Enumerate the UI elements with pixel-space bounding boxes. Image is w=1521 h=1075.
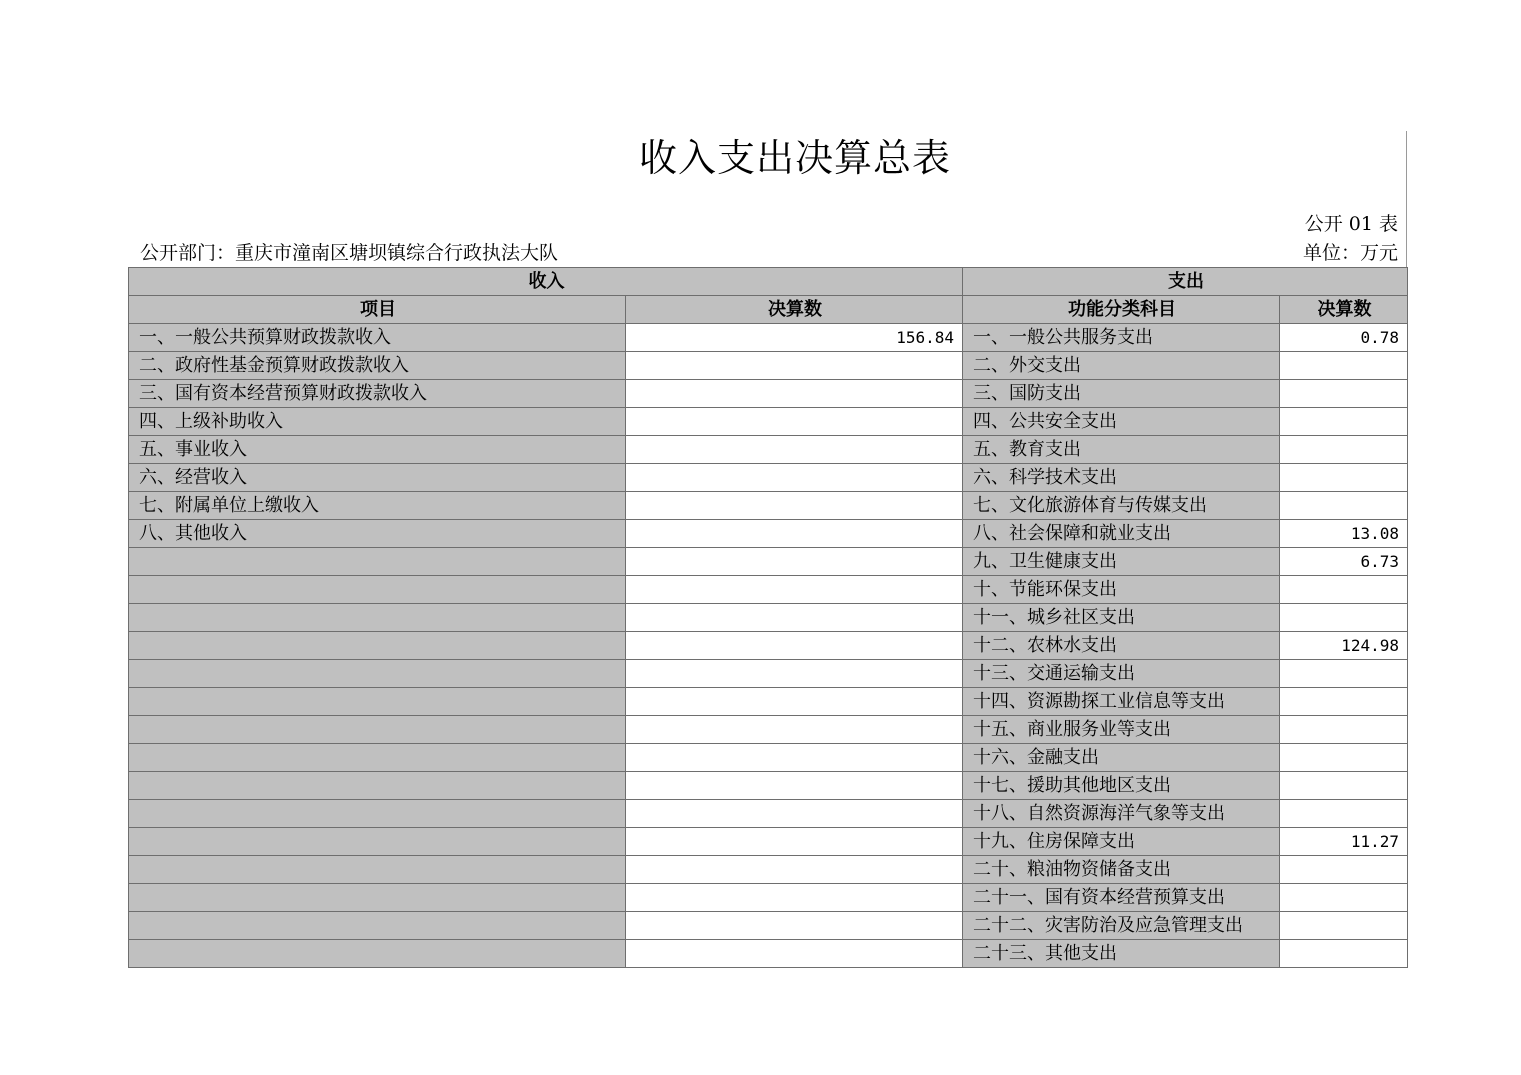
income-amount-cell xyxy=(626,520,963,548)
form-number: 公开 01 表 xyxy=(1304,213,1398,235)
expense-item-cell: 六、科学技术支出 xyxy=(963,464,1280,492)
table-row xyxy=(129,324,1408,352)
expense-amount-cell: 124.98 xyxy=(1280,632,1408,660)
table-header-row-1 xyxy=(129,268,1408,296)
income-expense-table xyxy=(128,267,1408,968)
expense-item-cell: 二十二、灾害防治及应急管理支出 xyxy=(963,912,1280,940)
expense-item-cell: 九、卫生健康支出 xyxy=(963,548,1280,576)
income-item-cell xyxy=(129,828,626,856)
expense-amount-cell: 13.08 xyxy=(1280,520,1408,548)
income-item-cell xyxy=(129,548,626,576)
income-amount-cell xyxy=(626,716,963,744)
table-row xyxy=(129,492,1408,520)
income-amount-cell xyxy=(626,380,963,408)
expense-item-cell: 一、一般公共服务支出 xyxy=(963,324,1280,352)
expense-header: 支出 xyxy=(963,268,1408,296)
expense-item-cell: 七、文化旅游体育与传媒支出 xyxy=(963,492,1280,520)
table-row xyxy=(129,464,1408,492)
income-item-cell: 五、事业收入 xyxy=(129,436,626,464)
income-amount-cell xyxy=(626,352,963,380)
expense-item-cell: 二十一、国有资本经营预算支出 xyxy=(963,884,1280,912)
income-item-cell xyxy=(129,912,626,940)
expense-item-cell: 十九、住房保障支出 xyxy=(963,828,1280,856)
income-item-cell xyxy=(129,576,626,604)
expense-amount-cell xyxy=(1280,380,1408,408)
expense-amount-cell xyxy=(1280,688,1408,716)
expense-amount-cell xyxy=(1280,744,1408,772)
income-item-cell: 六、经营收入 xyxy=(129,464,626,492)
income-amount-cell xyxy=(626,828,963,856)
income-item-cell: 四、上级补助收入 xyxy=(129,408,626,436)
income-item-cell xyxy=(129,688,626,716)
table-row xyxy=(129,800,1408,828)
income-item-cell: 一、一般公共预算财政拨款收入 xyxy=(129,324,626,352)
income-amount-cell xyxy=(626,548,963,576)
expense-item-cell: 三、国防支出 xyxy=(963,380,1280,408)
income-amount-cell xyxy=(626,940,963,968)
table-row xyxy=(129,744,1408,772)
expense-amount-cell: 6.73 xyxy=(1280,548,1408,576)
expense-amount-cell xyxy=(1280,464,1408,492)
income-amount-cell xyxy=(626,492,963,520)
expense-amount-cell xyxy=(1280,352,1408,380)
expense-item-cell: 十三、交通运输支出 xyxy=(963,660,1280,688)
income-item-cell xyxy=(129,940,626,968)
income-amount-cell xyxy=(626,912,963,940)
expense-item-cell: 八、社会保障和就业支出 xyxy=(963,520,1280,548)
expense-amount-cell xyxy=(1280,492,1408,520)
expense-amount-cell xyxy=(1280,408,1408,436)
income-item-cell xyxy=(129,660,626,688)
expense-amount-cell xyxy=(1280,772,1408,800)
expense-amount-cell xyxy=(1280,856,1408,884)
income-item-cell: 七、附属单位上缴收入 xyxy=(129,492,626,520)
income-item-header: 项目 xyxy=(129,296,626,324)
table-row xyxy=(129,604,1408,632)
expense-item-cell: 二、外交支出 xyxy=(963,352,1280,380)
table-row xyxy=(129,884,1408,912)
income-item-cell xyxy=(129,800,626,828)
table-row xyxy=(129,688,1408,716)
table-row xyxy=(129,352,1408,380)
income-amount-cell xyxy=(626,660,963,688)
income-amount-cell xyxy=(626,744,963,772)
expense-item-cell: 五、教育支出 xyxy=(963,436,1280,464)
income-amount-cell xyxy=(626,856,963,884)
expense-item-cell: 二十三、其他支出 xyxy=(963,940,1280,968)
table-row xyxy=(129,576,1408,604)
expense-item-cell: 十二、农林水支出 xyxy=(963,632,1280,660)
page-title: 收入支出决算总表 xyxy=(638,136,951,180)
expense-amount-cell xyxy=(1280,716,1408,744)
expense-amount-cell: 11.27 xyxy=(1280,828,1408,856)
income-amount-cell xyxy=(626,884,963,912)
expense-item-cell: 十、节能环保支出 xyxy=(963,576,1280,604)
income-amount-cell xyxy=(626,772,963,800)
expense-item-cell: 十五、商业服务业等支出 xyxy=(963,716,1280,744)
expense-amount-header: 决算数 xyxy=(1280,296,1408,324)
department-label: 公开部门：重庆市潼南区塘坝镇综合行政执法大队 xyxy=(140,242,559,264)
income-item-cell xyxy=(129,716,626,744)
table-row xyxy=(129,380,1408,408)
expense-item-cell: 十六、金融支出 xyxy=(963,744,1280,772)
expense-amount-cell xyxy=(1280,436,1408,464)
income-item-cell xyxy=(129,884,626,912)
income-item-cell xyxy=(129,772,626,800)
income-amount-header: 决算数 xyxy=(626,296,963,324)
table-row xyxy=(129,940,1408,968)
unit-label: 单位：万元 xyxy=(1302,242,1398,264)
income-amount-cell xyxy=(626,632,963,660)
income-amount-cell xyxy=(626,688,963,716)
income-item-cell: 八、其他收入 xyxy=(129,520,626,548)
income-amount-cell xyxy=(626,576,963,604)
table-row xyxy=(129,520,1408,548)
table-row xyxy=(129,856,1408,884)
income-amount-cell: 156.84 xyxy=(626,324,963,352)
table-header-row-2 xyxy=(129,296,1408,324)
expense-amount-cell xyxy=(1280,912,1408,940)
expense-amount-cell xyxy=(1280,884,1408,912)
income-item-cell: 三、国有资本经营预算财政拨款收入 xyxy=(129,380,626,408)
income-item-cell xyxy=(129,744,626,772)
table-row xyxy=(129,632,1408,660)
expense-item-cell: 十七、援助其他地区支出 xyxy=(963,772,1280,800)
income-header: 收入 xyxy=(129,268,963,296)
expense-item-cell: 十八、自然资源海洋气象等支出 xyxy=(963,800,1280,828)
expense-amount-cell: 0.78 xyxy=(1280,324,1408,352)
income-amount-cell xyxy=(626,464,963,492)
table-row xyxy=(129,436,1408,464)
income-item-cell xyxy=(129,856,626,884)
table-row xyxy=(129,912,1408,940)
expense-amount-cell xyxy=(1280,604,1408,632)
expense-item-header: 功能分类科目 xyxy=(963,296,1280,324)
table-row xyxy=(129,716,1408,744)
expense-amount-cell xyxy=(1280,800,1408,828)
expense-amount-cell xyxy=(1280,576,1408,604)
table-row xyxy=(129,660,1408,688)
expense-item-cell: 二十、粮油物资储备支出 xyxy=(963,856,1280,884)
expense-amount-cell xyxy=(1280,660,1408,688)
income-amount-cell xyxy=(626,800,963,828)
income-item-cell xyxy=(129,604,626,632)
income-item-cell xyxy=(129,632,626,660)
expense-item-cell: 四、公共安全支出 xyxy=(963,408,1280,436)
income-item-cell: 二、政府性基金预算财政拨款收入 xyxy=(129,352,626,380)
expense-item-cell: 十一、城乡社区支出 xyxy=(963,604,1280,632)
income-amount-cell xyxy=(626,408,963,436)
expense-item-cell: 十四、资源勘探工业信息等支出 xyxy=(963,688,1280,716)
expense-amount-cell xyxy=(1280,940,1408,968)
table-row xyxy=(129,772,1408,800)
table-row xyxy=(129,548,1408,576)
income-amount-cell xyxy=(626,436,963,464)
table-row xyxy=(129,828,1408,856)
income-amount-cell xyxy=(626,604,963,632)
table-row xyxy=(129,408,1408,436)
